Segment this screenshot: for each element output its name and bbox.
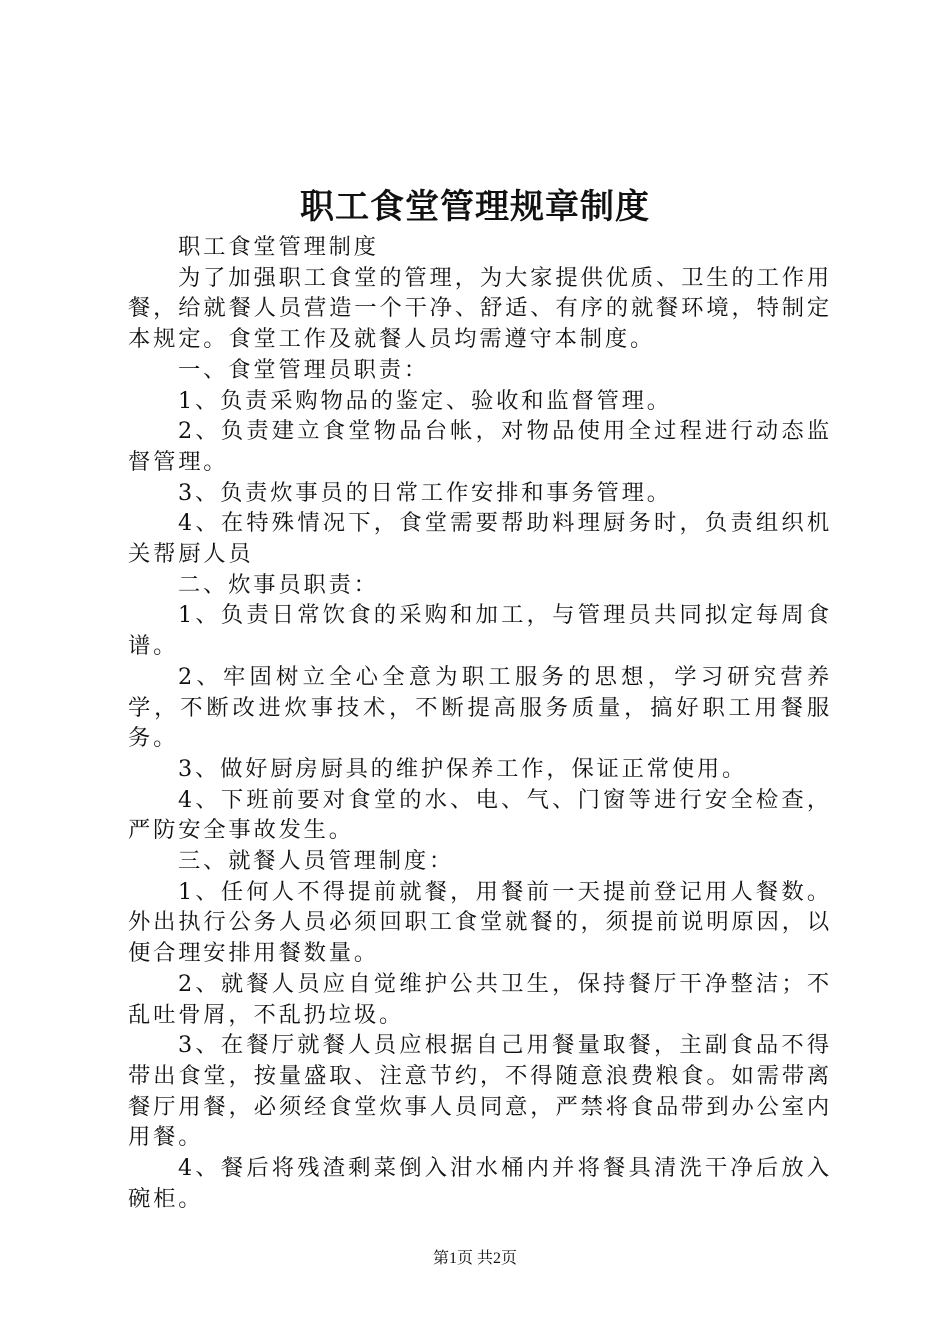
section-heading: 二、炊事员职责：	[178, 571, 379, 598]
section-heading: 一、食堂管理员职责：	[178, 356, 429, 383]
paragraph: 1、任何人不得提前就餐，用餐前一天提前登记用人餐数。外出执行公务人员必须回职工食堂就餐的，须提前说明原因，以便合理安排用餐数量。	[128, 878, 832, 967]
paragraph: 1、负责采购物品的鉴定、验收和监督管理。	[178, 387, 672, 414]
paragraph: 2、就餐人员应自觉维护公共卫生，保持餐厅干净整洁；不乱吐骨屑，不乱扔垃圾。	[128, 970, 832, 1028]
paragraph: 3、做好厨房厨具的维护保养工作，保证正常使用。	[178, 755, 748, 782]
paragraph: 4、下班前要对食堂的水、电、气、门窗等进行安全检查，严防安全事故发生。	[128, 786, 832, 844]
paragraph: 2、负责建立食堂物品台帐，对物品使用全过程进行动态监督管理。	[128, 418, 832, 475]
paragraph: 为了加强职工食堂的管理，为大家提供优质、卫生的工作用餐，给就餐人员营造一个干净、舒适、有序的就餐环境，特制定本规定。食堂工作及就餐人员均需遵守本制度。	[128, 264, 832, 353]
paragraph: 4、在特殊情况下，食堂需要帮助料理厨务时，负责组织机关帮厨人员	[128, 510, 832, 568]
page-footer: 第1页 共2页	[432, 1250, 517, 1267]
paragraph: 1、负责日常饮食的采购和加工，与管理员共同拟定每周食谱。	[128, 602, 832, 660]
paragraph: 3、负责炊事员的日常工作安排和事务管理。	[178, 479, 672, 506]
document-title: 职工食堂管理规章制度	[300, 189, 650, 226]
paragraph: 4、餐后将残渣剩菜倒入泔水桶内并将餐具清洗干净后放入碗柜。	[128, 1155, 832, 1212]
section-heading: 三、就餐人员管理制度：	[178, 848, 455, 875]
paragraph: 职工食堂管理制度	[178, 234, 379, 260]
paragraph: 3、在餐厅就餐人员应根据自己用餐量取餐，主副食品不得带出食堂，按量盛取、注意节约，不得随意浪费粮食。如需带离餐厅用餐，必须经食堂炊事人员同意，严禁将食品带到办公室内用餐。	[128, 1032, 832, 1151]
paragraph: 2、牢固树立全心全意为职工服务的思想，学习研究营养学，不断改进炊事技术，不断提高服务质量，搞好职工用餐服务。	[128, 663, 832, 752]
document-body	[128, 232, 832, 1215]
